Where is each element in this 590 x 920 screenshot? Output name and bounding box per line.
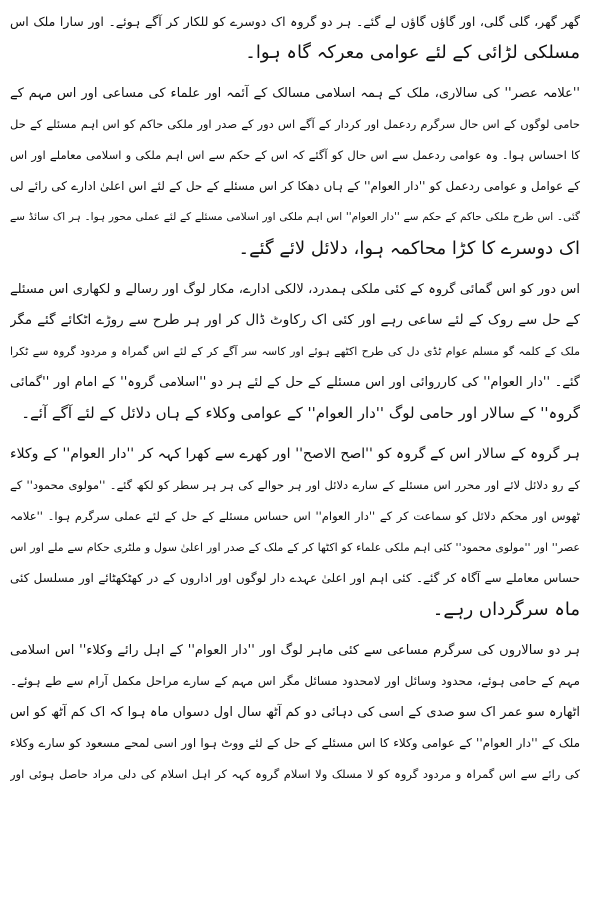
paragraph	[10, 6, 580, 68]
text-line: ملک کے ''دار العوام'' کے عوامی وکلاء کا اس مسئلے کے حل کے لئے ووٹ ہوا اور اسی لمحے مسعود کو سارے وکلاء	[10, 736, 580, 750]
paragraph	[10, 635, 580, 790]
text-line: اک دوسرے کا کڑا محاکمہ ہوا، دلائل لائے گئے۔	[238, 238, 580, 259]
text-line: ہر دو سالاروں کی سرگرم مساعی سے کئی ماہر لوگ اور ''دار العوام'' کے اہل رائے وکلاء'' اس اسلامی	[10, 643, 580, 658]
text-line: ماہ سرگرداں رہے۔	[432, 599, 580, 620]
text-line: گھر گھر، گلی گلی، اور گاؤں گاؤں لے گئے۔ ہر دو گروہ اک دوسرے کو للکار کر آگے ہوئے۔ اور سارا ملک اس	[10, 14, 580, 29]
paragraph	[10, 274, 580, 429]
text-line: کا احساس ہوا۔ وہ عوامی ردعمل سے اس حال کو آگئے کہ اس کے حکم سے اس اہم ملکی و اسلامی معاملے اور اس	[10, 148, 580, 162]
text-line: گئے۔ ''دار العوام'' کی کارروائی اور اس مسئلے کے حل کے لئے ہر دو ''اسلامی گروہ'' کے امام اور ''گمائی	[10, 375, 580, 390]
text-line: گروہ'' کے سالار اور حامی لوگ ''دار العوام'' کے عوامی وکلاء کے ہاں دلائل کے لئے آگے آئے۔	[21, 404, 580, 422]
text-line: کے حل سے روک کے لئے ساعی رہے اور کئی اک رکاوٹ ڈال کر اور ہر طرح سے روڑے اٹکائے گئے مگر	[10, 312, 580, 328]
text-line: ٹھوس اور محکم دلائل کو سماعت کر کے ''دار العوام'' اس حساس مسئلے کے حل کے لئے عملی سرگرم ہوا۔ ''علامہ	[10, 509, 580, 523]
text-line: کے رو دلائل لائے اور محرر اس مسئلے کے سارے دلائل اور ہر حوالے کی ہر ہر سطر کو لکھ گئے۔ ''مولوی محمود'' کے	[10, 478, 580, 492]
text-line: حامی لوگوں کے اس حال سرگرم ردعمل اور کردار کے آگے اس دور کے صدر اور ملکی حاکم کو اس اہم مسئلے کے حل	[10, 117, 580, 131]
text-line: ''علامہ عصر'' کی سالاری، ملک کے ہمہ اسلامی مسالک کے آئمہ اور علماء کی مساعی اور اس مہم کے	[10, 86, 580, 101]
text-line: مسلکی لڑائی کے لئے عوامی معرکہ گاہ ہوا۔	[245, 42, 580, 63]
text-line: ملک کے کلمہ گو مسلم عوام ٹڈی دل کی طرح اکٹھے ہوئے اور کاسہ سر آگے کر کے لئے اس گمراہ و مردود گروہ سے ٹکرا	[10, 345, 580, 358]
document-page	[10, 6, 580, 916]
text-line: اٹھارہ سو عمر اک سو صدی کے اسی کی دہائی دو کم آٹھ سال اول دسواں ماہ ہوا کہ اک کم آٹھ کو اس	[10, 705, 580, 720]
text-line: حساس معاملے سے آگاہ کر گئے۔ کئی اہم اور اعلیٰ عہدے دار لوگوں اور اداروں کے در کھٹکھٹائے اور مسلسل کئی	[10, 571, 580, 585]
text-line: ہر گروہ کے سالار اس کے گروہ کو ''اصح الاصح'' اور کھرے سے کھرا کہہ کر ''دار العوام'' کے وکلاء	[10, 446, 580, 462]
paragraph	[10, 78, 580, 264]
text-line: اس دور کو اس گمائی گروہ کے کئی ملکی ہمدرد، لالکی ادارے، مکار لوگ اور رسالے و لکھاری اس مسئلے	[10, 282, 580, 297]
text-line: مہم کے حامی ہوئے، محدود وسائل اور لامحدود مسائل مگر اس مہم کے سارے مراحل مکمل آرام سے طے ہوئے۔	[10, 674, 580, 688]
paragraph	[10, 439, 580, 625]
text-line: عصر'' اور ''مولوی محمود'' کئی اہم ملکی علماء کو اکٹھا کر کے ملک کے صدر اور اعلیٰ سول و ملٹری حکام سے ملے اور اس	[10, 541, 580, 554]
text-line: کی رائے سے اس گمراہ و مردود گروہ کو لا مسلک ولا اسلام گروہ کہہ کر اہل اسلام کی دلی مراد حاصل ہوئی اور	[10, 767, 580, 781]
text-line: گئی۔ اس طرح ملکی حاکم کے حکم سے ''دار العوام'' اس اہم ملکی اور اسلامی مسئلے کے لئے عملی محور ہوا۔ ہر اک سائڈ سے	[10, 211, 580, 223]
text-line: کے عوامل و عوامی ردعمل کو ''دار العوام'' کے ہاں دھکا کر اس مسئلے کے حل کے لئے اس اعلیٰ ادارے کی رائے لی	[10, 179, 580, 193]
